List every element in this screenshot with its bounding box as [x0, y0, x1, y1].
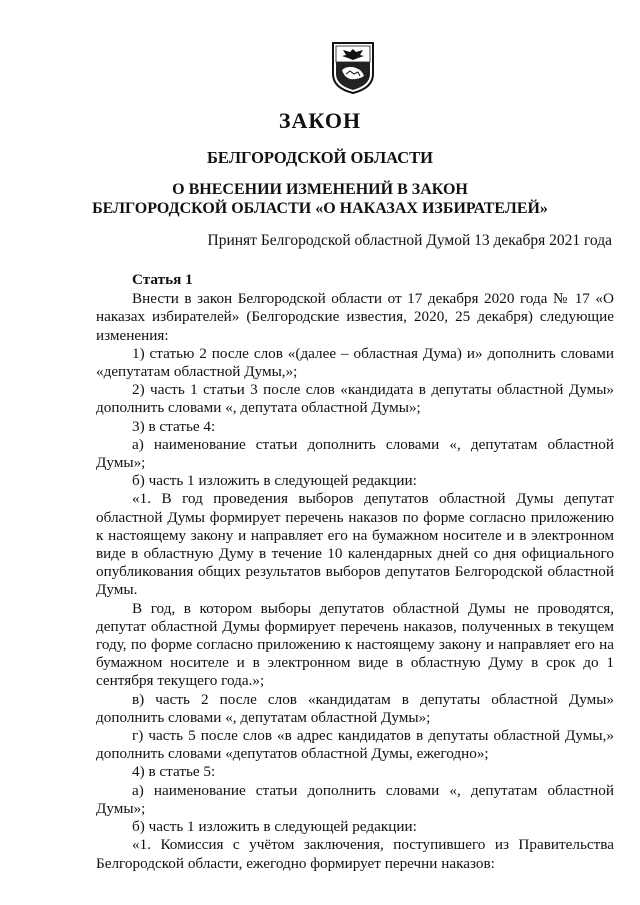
- article-paragraph: «1. В год проведения выборов депутатов областной Думы депутат областной Думы формирует перечень наказов по форме согласно приложению к настоящему закону и направляет его на бумажном носителе и в электронном виде в областную Думу в течение 10 календарных дней со дня официального опубликования общих результатов выборов депутатов Белгородской областной Думы.: [96, 490, 614, 599]
- law-subject-line-2: БЕЛГОРОДСКОЙ ОБЛАСТИ «О НАКАЗАХ ИЗБИРАТЕЛЕЙ»: [92, 200, 548, 217]
- article-paragraph: 3) в статье 4:: [132, 417, 216, 435]
- article-paragraph: 1) статью 2 после слов «(далее – областная Дума) и» дополнить словами «депутатам областной Думы,»;: [96, 344, 614, 381]
- article-paragraph: а) наименование статьи дополнить словами «, депутатам областной Думы»;: [96, 781, 614, 817]
- law-subject-line-1: О ВНЕСЕНИИ ИЗМЕНЕНИЙ В ЗАКОН: [172, 181, 468, 198]
- article-paragraph: 2) часть 1 статьи 3 после слов «кандидата в депутаты областной Думы» дополнить словами «, депутата областной Думы»;: [96, 381, 614, 417]
- article-paragraph: б) часть 1 изложить в следующей редакции:: [132, 472, 417, 490]
- article-paragraph: В год, в котором выборы депутатов областной Думы не проводятся, депутат областной Думы формирует перечень наказов, полученных в текущем году, по форме согласно приложению к настоящему закону и направляет его на бумажном носителе и в электронном виде в областную Думу в срок до 1 сентября текущего года.»;: [96, 599, 614, 690]
- article-body: [96, 271, 614, 873]
- coat-of-arms-icon: [330, 40, 376, 95]
- article-paragraph: б) часть 1 изложить в следующей редакции:: [132, 818, 417, 836]
- law-title: ЗАКОН: [278, 108, 362, 133]
- adoption-note: Принят Белгородской областной Думой 13 декабря 2021 года: [207, 232, 612, 249]
- article-paragraph: в) часть 2 после слов «кандидатам в депутаты областной Думы» дополнить словами «, депутатам областной Думы»;: [96, 690, 614, 726]
- article-paragraph: а) наименование статьи дополнить словами «, депутатам областной Думы»;: [96, 435, 614, 472]
- article-heading: Статья 1: [132, 271, 193, 288]
- article-paragraph: г) часть 5 после слов «в адрес кандидатов в депутаты областной Думы,» дополнить словами «депутатов областной Думы, ежегодно»;: [96, 727, 614, 763]
- article-paragraph: Внести в закон Белгородской области от 17 декабря 2020 года № 17 «О наказах избирателей» (Белгородские известия, 2020, 25 декабря) следующие изменения:: [96, 290, 614, 344]
- law-region: БЕЛГОРОДСКОЙ ОБЛАСТИ: [207, 148, 433, 167]
- article-paragraph: 4) в статье 5:: [132, 763, 216, 781]
- article-paragraph: «1. Комиссия с учётом заключения, поступившего из Правительства Белгородской области, ежегодно формирует перечни наказов:: [96, 836, 614, 872]
